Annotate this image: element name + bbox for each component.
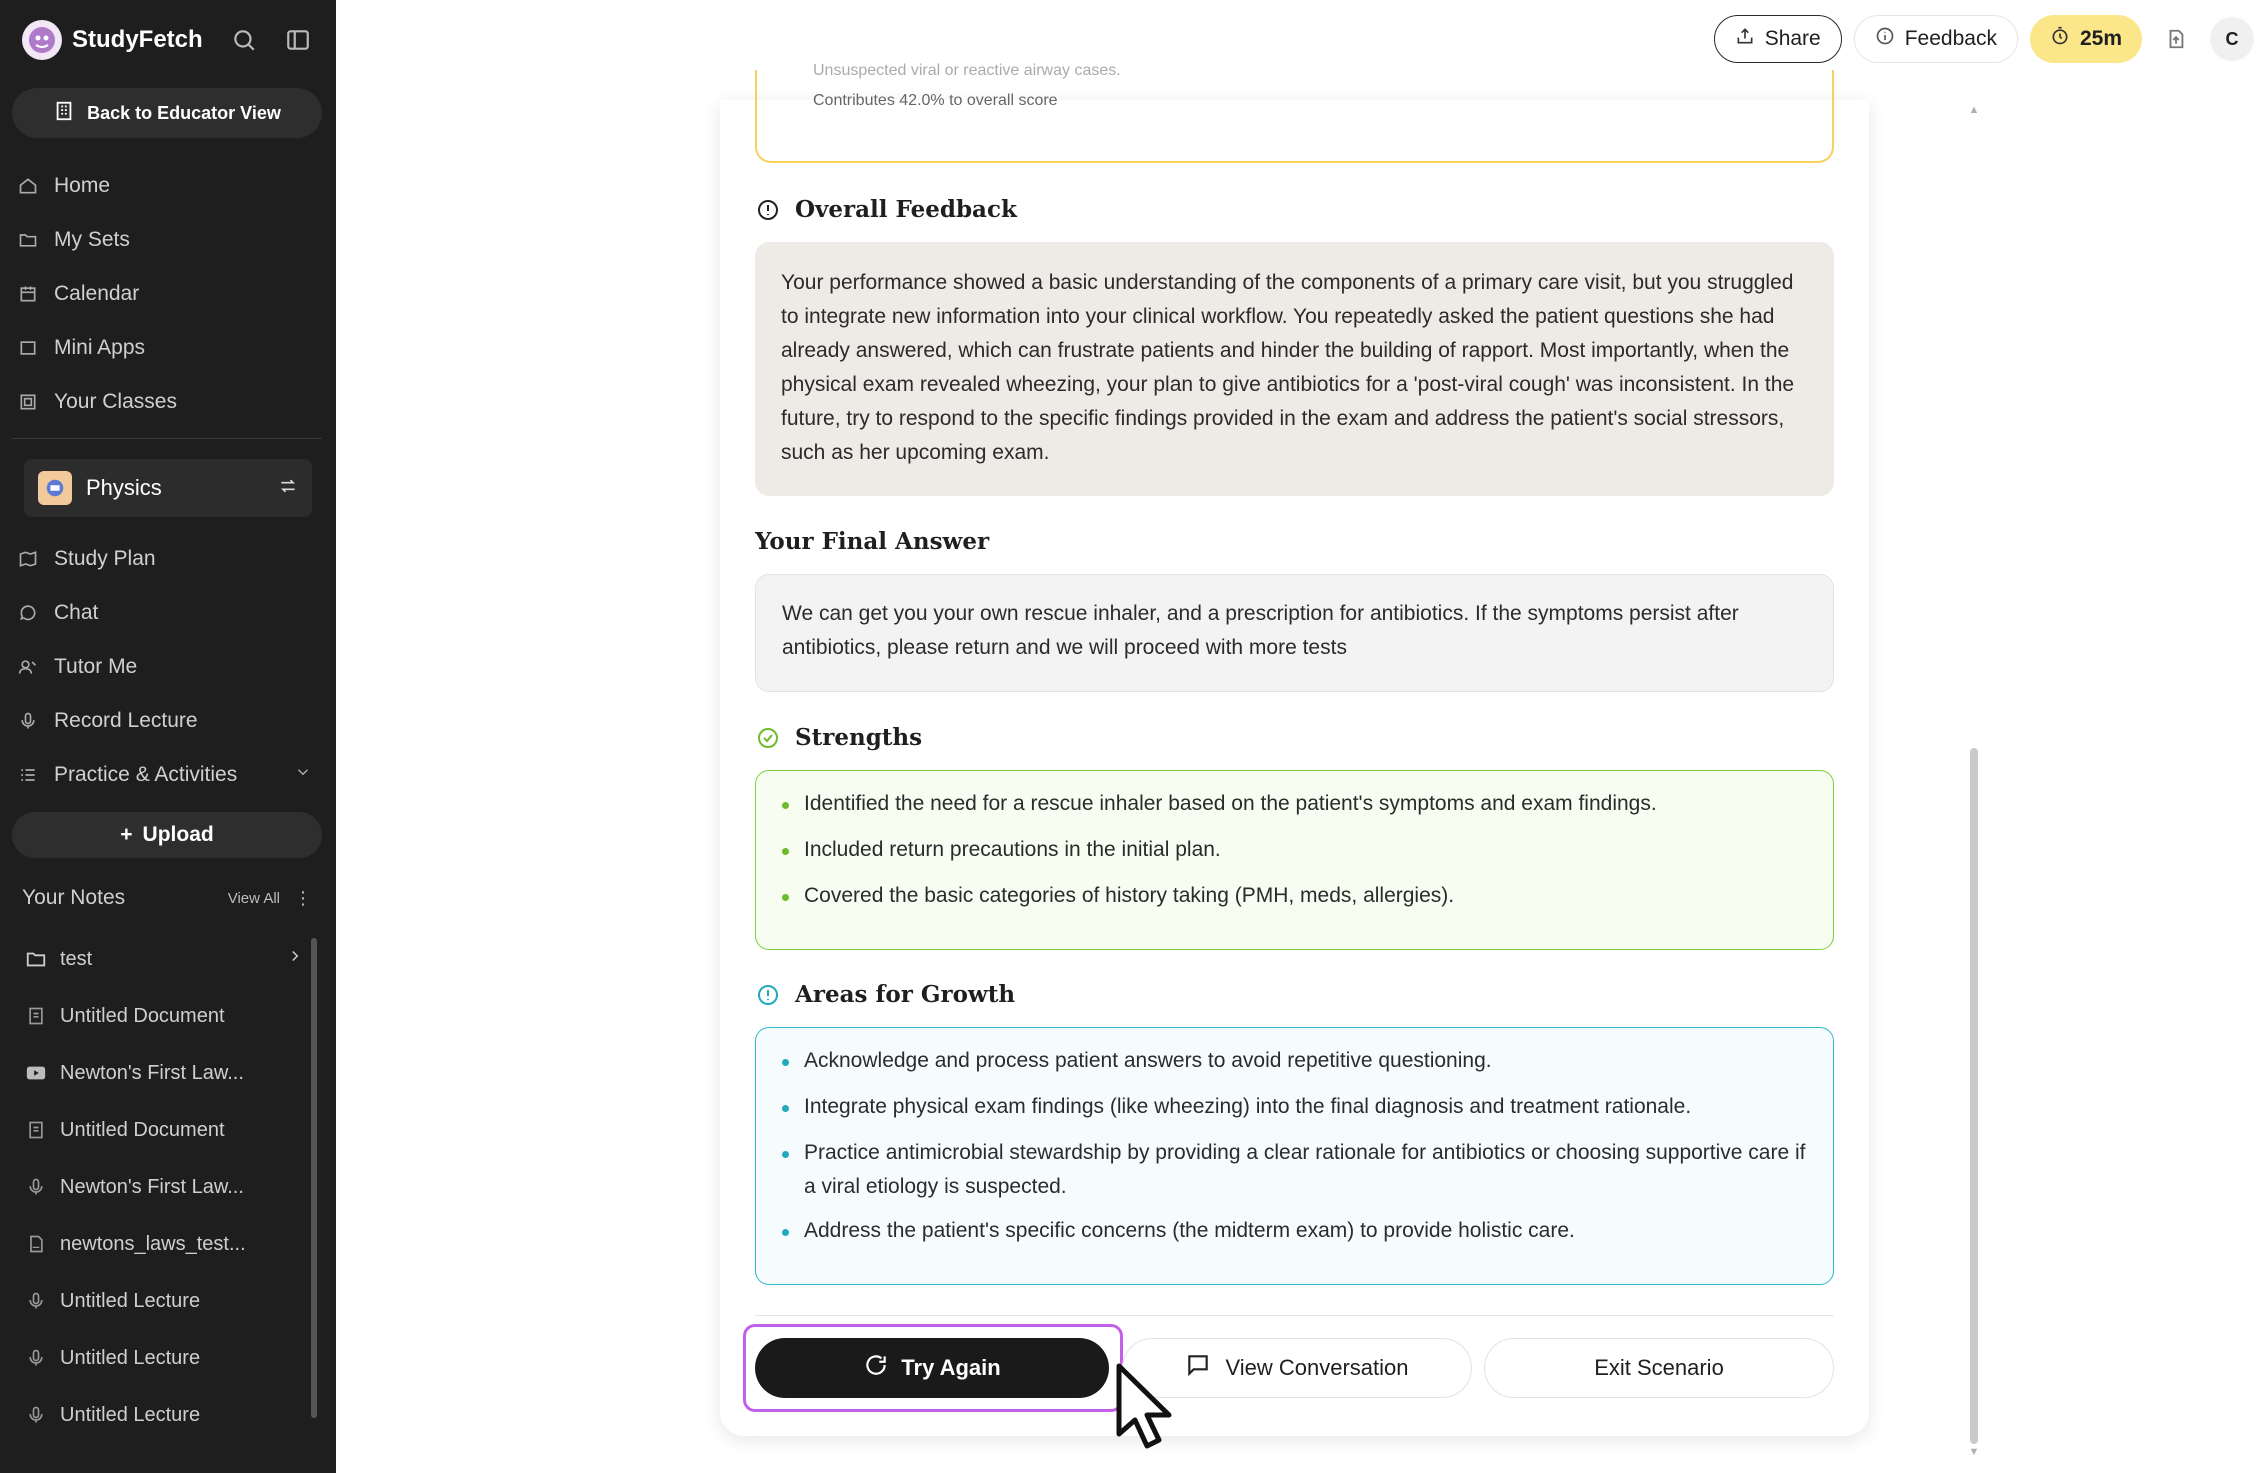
feedback-button[interactable] [1854, 15, 2018, 63]
growth-item: Acknowledge and process patient answers to avoid repetitive questioning. [780, 1044, 1807, 1078]
final-answer-heading [755, 528, 989, 555]
chat-bubble-icon [14, 599, 42, 627]
nav-label: Chat [54, 601, 99, 624]
class-selector[interactable] [24, 459, 312, 517]
strengths-list [755, 770, 1834, 950]
nav-item-chat[interactable] [14, 590, 322, 636]
nav-label: Your Classes [54, 390, 177, 413]
list-check-icon [14, 761, 42, 789]
growth-list [755, 1027, 1834, 1285]
document-icon [24, 1004, 48, 1028]
nav-item-calendar[interactable] [14, 271, 322, 317]
microphone-icon [24, 1403, 48, 1427]
note-label: Untitled Document [60, 1004, 225, 1027]
microphone-icon [14, 707, 42, 735]
scroll-up-arrow-icon[interactable]: ▲ [1968, 104, 1980, 116]
scroll-down-arrow-icon[interactable]: ▼ [1968, 1446, 1980, 1458]
folder-icon [14, 226, 42, 254]
nav-item-mini-apps[interactable] [14, 325, 322, 371]
topbar [1714, 14, 2254, 64]
growth-title: Areas for Growth [795, 981, 1016, 1008]
back-to-educator-button[interactable] [12, 88, 322, 138]
logo-row [22, 18, 314, 62]
switch-class-icon[interactable] [278, 476, 298, 501]
note-label: Untitled Document [60, 1118, 225, 1141]
strength-item: Identified the need for a rescue inhaler based on the patient's symptoms and exam findings. [780, 787, 1807, 821]
note-label: newtons_laws_test... [60, 1232, 246, 1255]
check-circle-icon [755, 725, 781, 751]
alert-circle-icon [755, 197, 781, 223]
growth-item: Address the patient's specific concerns (the midterm exam) to provide holistic care. [780, 1214, 1807, 1248]
growth-heading [755, 981, 1015, 1008]
timer-label: 25m [2079, 27, 2122, 50]
sidebar-divider [12, 438, 322, 439]
nav-label: Calendar [54, 282, 140, 305]
note-item[interactable] [24, 1336, 304, 1380]
note-item[interactable] [24, 1393, 304, 1437]
note-label: Untitled Lecture [60, 1403, 201, 1426]
strength-item: Included return precautions in the initial plan. [780, 833, 1807, 867]
chevron-down-icon[interactable] [294, 763, 312, 787]
final-answer-title: Your Final Answer [755, 528, 990, 555]
note-item[interactable] [24, 1051, 304, 1095]
share-label: Share [1764, 27, 1821, 50]
chevron-right-icon[interactable] [286, 947, 304, 971]
overall-feedback-text: Your performance showed a basic understanding of the components of a primary care visit, but you struggled to integrate new information into your clinical workflow. You repeatedly asked the patient questions she had already answered, which can frustrate patients and hinder the building of rapport. Most importantly, when the physical exam revealed wheezing, your plan to give antibiotics for a 'post-viral cough' was inconsistent. In the future, try to respond to the specific findings provided in the exam and address the patient's social stressors, such as her upcoming exam. [755, 242, 1834, 496]
nav-item-home[interactable] [14, 163, 322, 209]
notes-title: Your Notes [22, 886, 126, 909]
strengths-heading [755, 724, 922, 751]
focus-highlight [743, 1324, 1123, 1412]
microphone-icon [24, 1175, 48, 1199]
document-icon [24, 1118, 48, 1142]
growth-item: Integrate physical exam findings (like wheezing) into the final diagnosis and treatment rationale. [780, 1090, 1807, 1124]
note-label: Newton's First Law... [60, 1061, 244, 1084]
results-panel [720, 62, 1869, 1436]
nav-item-record-lecture[interactable] [14, 698, 322, 744]
app-window-icon [14, 334, 42, 362]
sidebar [0, 0, 336, 1473]
calendar-icon [14, 280, 42, 308]
note-item[interactable] [24, 1222, 304, 1266]
microphone-icon [24, 1346, 48, 1370]
nav-label: Home [54, 174, 111, 197]
criterion-card [755, 62, 1834, 163]
message-square-icon [1185, 1352, 1211, 1384]
studyfetch-logo-icon [22, 20, 62, 60]
info-icon [1875, 26, 1895, 52]
actions-divider [755, 1315, 1834, 1316]
stopwatch-icon [2050, 26, 2070, 52]
app-name: StudyFetch [72, 26, 203, 53]
nav-label: Tutor Me [54, 655, 138, 678]
user-avatar[interactable]: C [2210, 17, 2254, 61]
export-icon[interactable] [2154, 17, 2198, 61]
nav-item-practice-activities[interactable] [14, 752, 322, 798]
nav-item-study-plan[interactable] [14, 536, 322, 582]
note-item[interactable] [24, 994, 304, 1038]
microphone-icon [24, 1289, 48, 1313]
note-label: Untitled Lecture [60, 1289, 201, 1312]
note-item[interactable] [24, 1108, 304, 1152]
note-item[interactable] [24, 1165, 304, 1209]
back-to-educator-label: Back to Educator View [87, 102, 281, 123]
folder-icon [24, 947, 48, 971]
try-again-label: Try Again [901, 1355, 1001, 1380]
classes-icon [14, 388, 42, 416]
view-conversation-label: View Conversation [1225, 1355, 1409, 1380]
nav-item-tutor-me[interactable] [14, 644, 322, 690]
criterion-text: Unsuspected viral or reactive airway cases. [813, 62, 1121, 79]
mouse-pointer-icon [1115, 1362, 1185, 1452]
upload-label: Upload [142, 823, 214, 846]
criterion-contribution: Contributes 42.0% to overall score [813, 92, 1058, 109]
action-row [755, 1338, 1834, 1398]
alert-circle-icon [755, 982, 781, 1008]
strengths-title: Strengths [795, 724, 923, 751]
view-all-link[interactable]: View All [227, 889, 280, 907]
timer-badge[interactable] [2030, 15, 2142, 63]
nav-label: Practice & Activities [54, 763, 238, 786]
final-answer-text: We can get you your own rescue inhaler, and a prescription for antibiotics. If the symptoms persist after antibiotics, please return and we will proceed with more tests [755, 574, 1834, 692]
nav-label: My Sets [54, 228, 130, 251]
exit-scenario-label: Exit Scenario [1594, 1355, 1724, 1380]
search-icon[interactable] [228, 24, 260, 56]
class-name: Physics [86, 475, 162, 500]
note-label: Newton's First Law... [60, 1175, 244, 1198]
building-icon [53, 100, 75, 127]
plus-icon: + [120, 823, 133, 846]
overall-feedback-title: Overall Feedback [795, 196, 1017, 223]
class-avatar-icon [38, 471, 72, 505]
pdf-icon [24, 1232, 48, 1256]
home-icon [14, 172, 42, 200]
share-icon [1735, 26, 1755, 52]
video-icon [24, 1061, 48, 1085]
nav-label: Mini Apps [54, 336, 146, 359]
nav-item-your-classes[interactable] [14, 379, 322, 425]
tutor-icon [14, 653, 42, 681]
notes-scrollbar[interactable] [311, 938, 317, 1418]
note-item-folder[interactable] [24, 937, 304, 981]
nav-item-my-sets[interactable] [14, 217, 322, 263]
more-options-icon[interactable]: ⋮ [294, 887, 312, 908]
strength-item: Covered the basic categories of history taking (PMH, meds, allergies). [780, 879, 1807, 913]
nav-label: Record Lecture [54, 709, 198, 732]
nav-label: Study Plan [54, 547, 156, 570]
note-item[interactable] [24, 1279, 304, 1323]
note-label: test [60, 947, 93, 970]
growth-item: Practice antimicrobial stewardship by providing a clear rationale for antibiotics or choosing supportive care if a viral etiology is suspected. [780, 1136, 1807, 1204]
map-icon [14, 545, 42, 573]
share-button[interactable] [1714, 15, 1842, 63]
exit-scenario-button[interactable] [1484, 1338, 1834, 1398]
upload-button[interactable] [12, 812, 322, 858]
notes-header [22, 882, 312, 914]
overall-feedback-heading [755, 196, 1017, 223]
main-scrollbar-thumb[interactable] [1970, 748, 1978, 1444]
note-label: Untitled Lecture [60, 1346, 201, 1369]
sidebar-toggle-icon[interactable] [282, 24, 314, 56]
feedback-label: Feedback [1904, 27, 1997, 50]
